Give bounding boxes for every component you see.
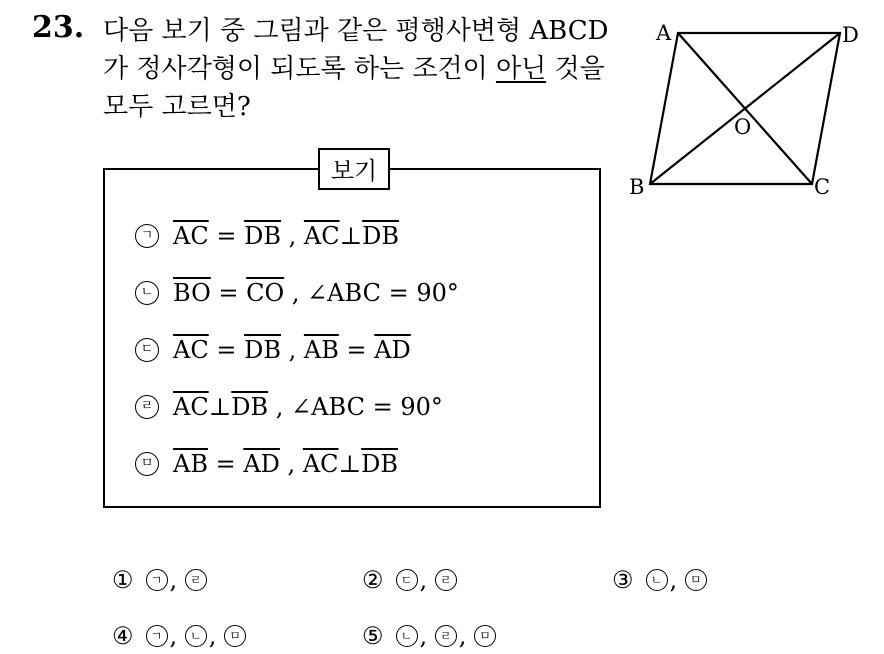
choice-item-marker: ㄱ	[146, 569, 168, 591]
choice-number: ④	[112, 622, 134, 650]
segment-label: $\overline{AD}$	[374, 336, 411, 364]
segment-label: $\overline{AB}$	[173, 450, 208, 478]
segment-label: $\overline{AC}$	[302, 450, 339, 478]
choice-item-marker: ㅁ	[685, 569, 707, 591]
segment-label: $\overline{AC}$	[173, 222, 209, 250]
condition-marker: ㄷ	[135, 338, 159, 362]
segment-label: $\overline{DB}$	[231, 393, 269, 421]
condition-separator: ,	[279, 450, 303, 478]
segment-label: $\overline{BO}$	[173, 279, 211, 307]
bogi-condition	[135, 389, 459, 446]
bogi-condition	[135, 275, 459, 332]
condition-marker: ㄹ	[135, 395, 159, 419]
choice-item-marker: ㄴ	[185, 625, 207, 647]
segment-label: $\overline{AB}$	[303, 336, 339, 364]
choice-number: ②	[362, 566, 384, 594]
choice-item-marker: ㄷ	[396, 569, 418, 591]
parallelogram-figure	[620, 14, 870, 204]
bogi-conditions	[135, 218, 459, 503]
choice-item-marker: ㄴ	[646, 569, 668, 591]
condition-marker: ㄴ	[135, 281, 159, 305]
vertex-label-a: A	[656, 21, 672, 45]
relation-symbol: =	[338, 336, 375, 364]
choice-item-marker: ㅁ	[224, 625, 246, 647]
condition-marker: ㄱ	[135, 224, 159, 248]
condition-marker: ㅁ	[135, 452, 159, 476]
segment-label: $\overline{CO}$	[246, 279, 285, 307]
answer-choice-5[interactable]	[362, 622, 498, 650]
choice-number: ③	[612, 566, 634, 594]
answer-choice-3[interactable]	[612, 566, 709, 594]
choice-item-marker: ㄹ	[185, 569, 207, 591]
segment-label: $\overline{AC}$	[173, 336, 209, 364]
bogi-condition	[135, 446, 459, 503]
segment-label: $\overline{AC}$	[303, 222, 340, 250]
segment-label: $\overline{AC}$	[173, 393, 209, 421]
relation-symbol: ⊥	[338, 450, 362, 478]
choice-separator: ,	[208, 622, 225, 650]
condition-separator: ,	[280, 336, 304, 364]
answer-choice-1[interactable]	[112, 566, 209, 594]
question-number: 23.	[32, 10, 85, 45]
segment-label: $\overline{DB}$	[244, 222, 281, 250]
choice-separator: ,	[169, 622, 185, 650]
choice-item-marker: ㄱ	[146, 625, 168, 647]
question-text-part1: 다음 보기 중 그림과 같은 평행사변형 ABCD가 정사각형이 되도록 하는 조건이	[103, 16, 609, 84]
relation-symbol: =	[210, 279, 247, 307]
choice-number: ①	[112, 566, 134, 594]
relation-symbol: =	[208, 222, 245, 250]
bogi-condition	[135, 332, 459, 389]
answer-choice-4[interactable]	[112, 622, 248, 650]
question-text	[103, 12, 623, 126]
relation-symbol: =	[207, 450, 244, 478]
segment-label: $\overline{DB}$	[361, 450, 398, 478]
question-text-part2: 것을 모두 고르면?	[103, 54, 605, 122]
choice-item-marker: ㄹ	[435, 625, 457, 647]
vertex-label-d: D	[842, 23, 859, 47]
choice-separator: ,	[458, 622, 475, 650]
segment-label: $\overline{DB}$	[244, 336, 281, 364]
segment-label: $\overline{AD}$	[243, 450, 280, 478]
choice-number: ⑤	[362, 622, 384, 650]
choice-separator: ,	[419, 566, 435, 594]
answer-choice-2[interactable]	[362, 566, 459, 594]
relation-symbol: =	[208, 336, 245, 364]
question-text-underlined: 아닌	[495, 54, 547, 84]
relation-symbol: ⊥	[208, 393, 232, 421]
choice-separator: ,	[419, 622, 435, 650]
vertex-label-b: B	[629, 175, 645, 199]
condition-separator: ,	[280, 222, 304, 250]
condition-separator: , ∠ABC = 90°	[268, 393, 443, 421]
choice-item-marker: ㄹ	[435, 569, 457, 591]
vertex-label-c: C	[814, 175, 831, 199]
bogi-box	[103, 157, 601, 508]
center-label-o: O	[734, 115, 752, 139]
bogi-condition	[135, 218, 459, 275]
relation-symbol: ⊥	[339, 222, 363, 250]
segment-label: $\overline{DB}$	[362, 222, 400, 250]
choice-item-marker: ㅁ	[474, 625, 496, 647]
condition-separator: , ∠ABC = 90°	[284, 279, 459, 307]
choice-item-marker: ㄴ	[396, 625, 418, 647]
bogi-title: 보기	[318, 148, 390, 190]
diagonal-bd	[650, 33, 840, 184]
choice-separator: ,	[169, 566, 185, 594]
choice-separator: ,	[669, 566, 685, 594]
